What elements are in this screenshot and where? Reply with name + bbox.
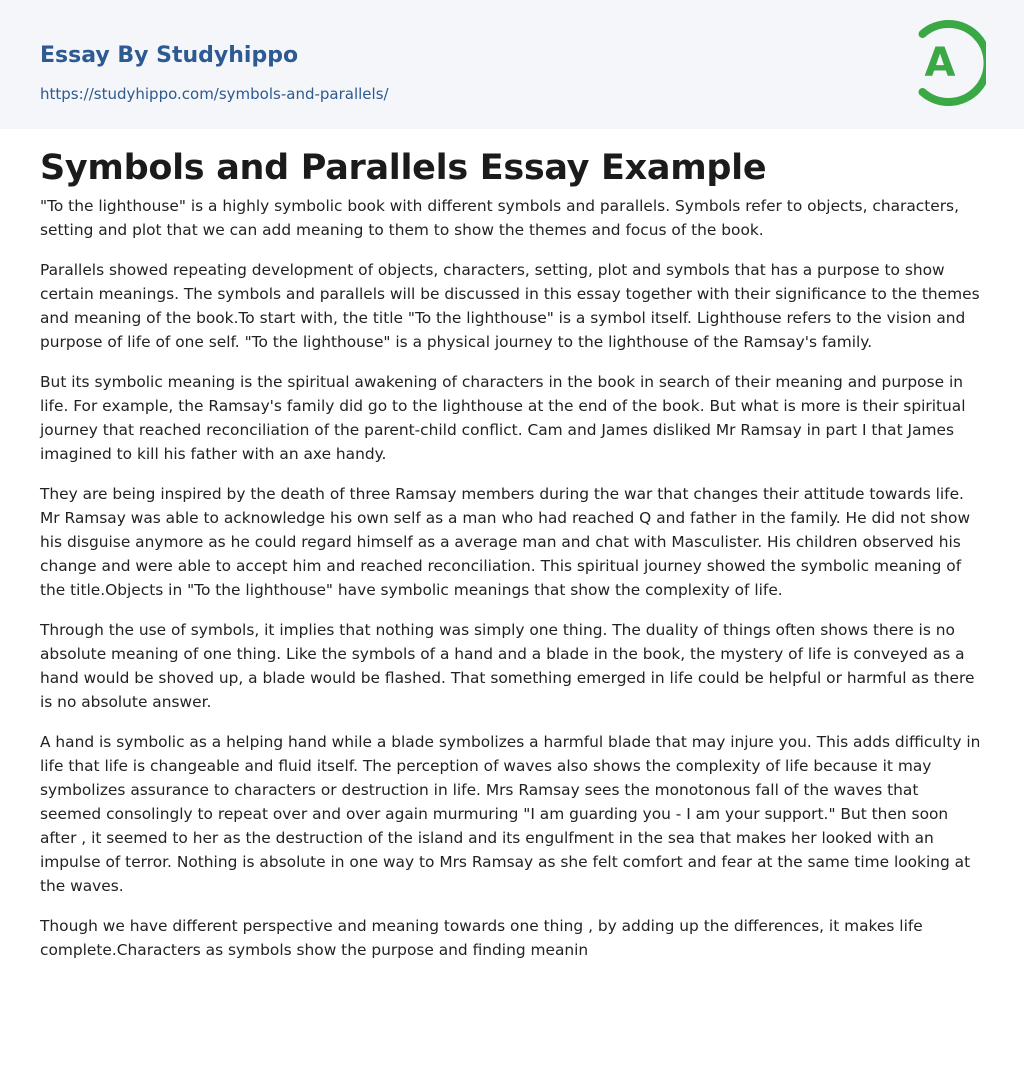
- brand-title[interactable]: Essay By Studyhippo: [40, 43, 299, 68]
- essay-paragraph: Though we have different perspective and meaning towards one thing , by adding up the differences, it makes life complete.Characters as symbols show the purpose and finding meanin: [40, 917, 923, 959]
- essay-paragraph: "To the lighthouse" is a highly symbolic book with different symbols and parallels. Symbols refer to objects, characters, setting and plot that we can add meaning to them to show the themes and focus of the book.: [40, 197, 959, 239]
- essay-paragraph: They are being inspired by the death of three Ramsay members during the war that changes their attitude towards life. Mr Ramsay was able to acknowledge his own self as a man who had reached Q and father in the family. He did not show his disguise anymore as he could regard himself as a average man and chat with Masculister. His children observed his change and were able to accept him and reached reconciliation. This spiritual journey showed the symbolic meaning of the title.Objects in "To the lighthouse" have symbolic meanings that show the complexity of life.: [40, 485, 971, 599]
- studyhippo-logo-icon[interactable]: [912, 19, 986, 107]
- essay-paragraph: A hand is symbolic as a helping hand while a blade symbolizes a harmful blade that may injure you. This adds difficulty in life that life is changeable and fluid itself. The perception of waves also shows the complexity of life because it may symbolizes assurance to characters or destruction in life. Mrs Ramsay sees the monotonous fall of the waves that seemed consolingly to repeat over and over again murmuring "I am guarding you - I am your support." But then soon after , it seemed to her as the destruction of the island and its engulfment in the sea that makes her looked with an impulse of terror. Nothing is absolute in one way to Mrs Ramsay as she felt comfort and fear at the same time looking at the waves.: [40, 733, 981, 895]
- page-title: Symbols and Parallels Essay Example: [40, 148, 767, 188]
- essay-paragraph: But its symbolic meaning is the spiritual awakening of characters in the book in search of their meaning and purpose in life. For example, the Ramsay's family did go to the lighthouse at the end of the book. But what is more is their spiritual journey that reached reconciliation of the parent-child conflict. Cam and James disliked Mr Ramsay in part I that James imagined to kill his father with an axe handy.: [40, 373, 966, 463]
- logo-letter: A: [924, 40, 956, 86]
- source-url-link[interactable]: https://studyhippo.com/symbols-and-parallels/: [40, 85, 389, 103]
- essay-paragraph: Through the use of symbols, it implies that nothing was simply one thing. The duality of things often shows there is no absolute meaning of one thing. Like the symbols of a hand and a blade in the book, the mystery of life is conveyed as a hand would be shoved up, a blade would be flashed. That something emerged in life could be helpful or harmful as there is no absolute answer.: [40, 621, 975, 711]
- essay-paragraph: Parallels showed repeating development of objects, characters, setting, plot and symbols that has a purpose to show certain meanings. The symbols and parallels will be discussed in this essay together with their significance to the themes and meaning of the book.To start with, the title "To the lighthouse" is a symbol itself. Lighthouse refers to the vision and purpose of life of one self. "To the lighthouse" is a physical journey to the lighthouse of the Ramsay's family.: [40, 261, 980, 351]
- essay-body: [40, 194, 984, 978]
